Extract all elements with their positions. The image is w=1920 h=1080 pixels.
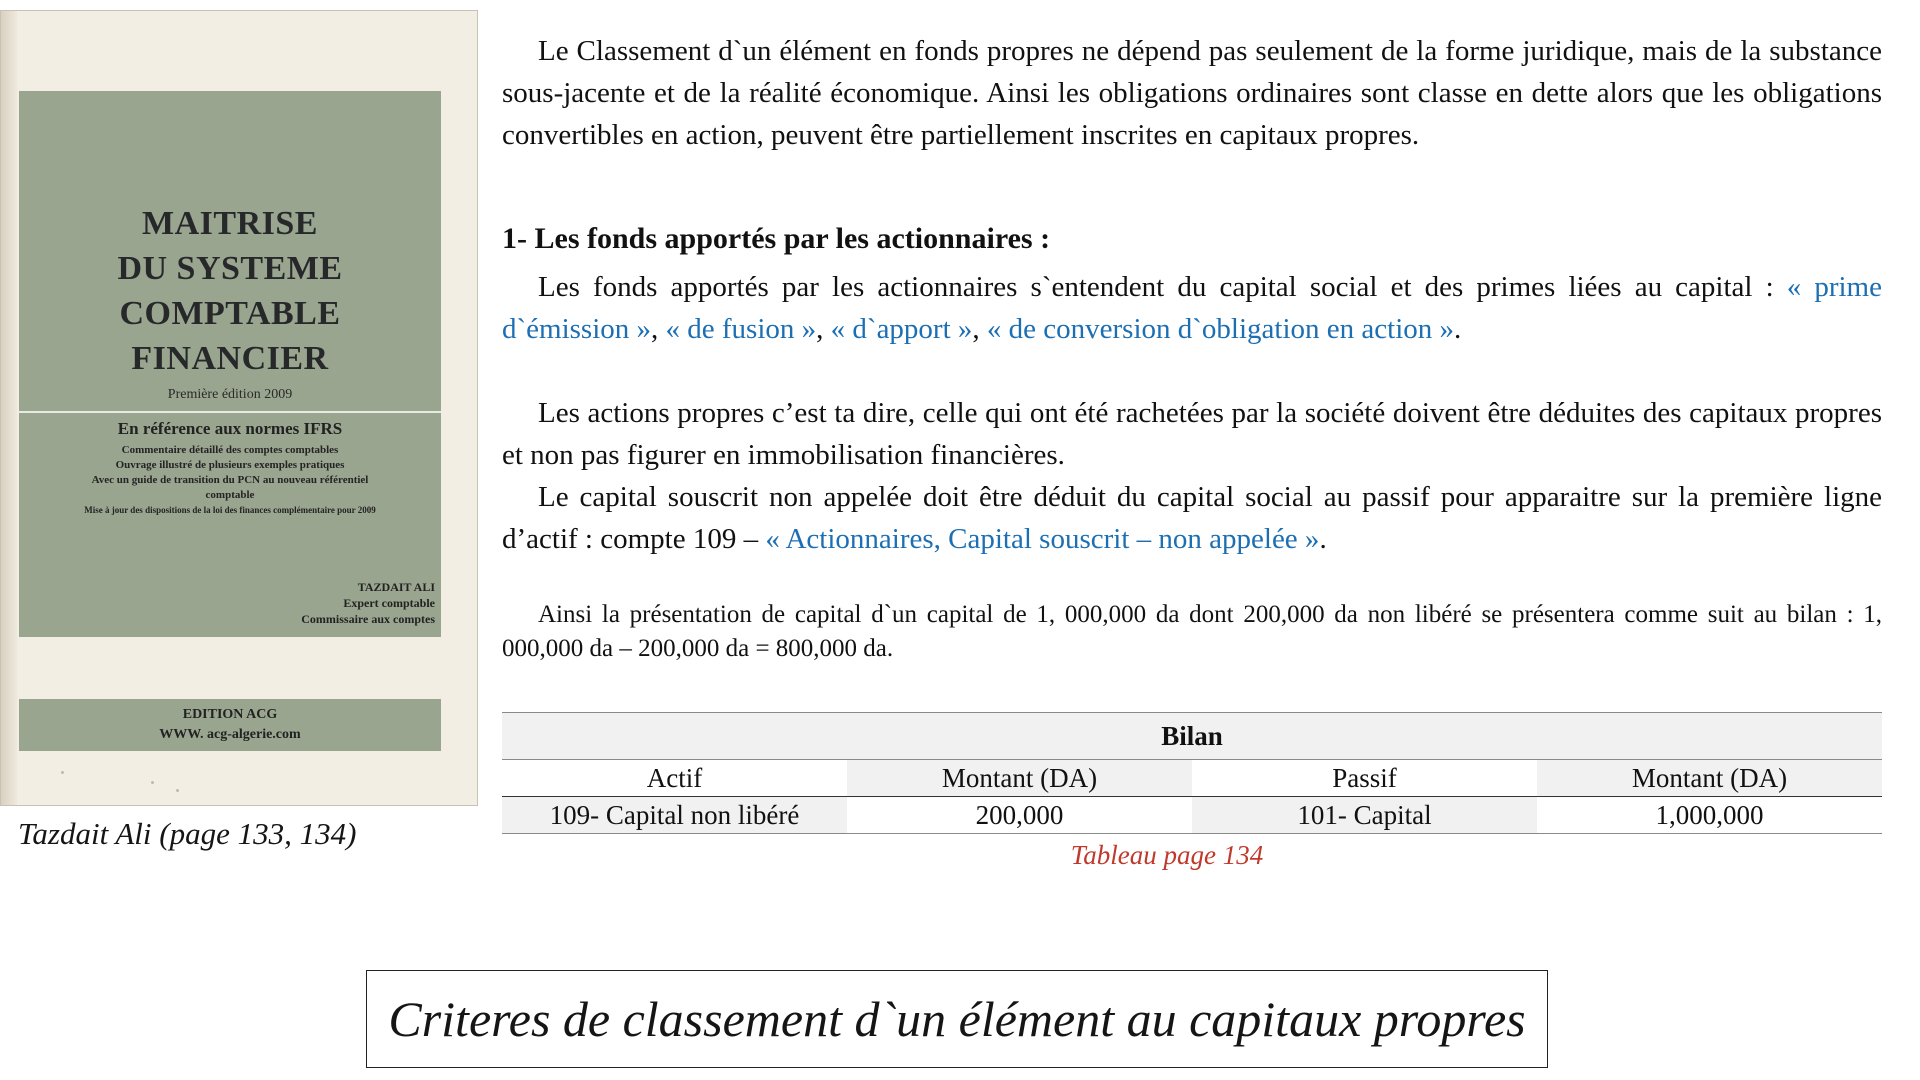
cover-speck: [61, 771, 64, 774]
term-fusion: « de fusion »: [665, 313, 817, 345]
cover-author-role: Expert comptable: [343, 596, 435, 610]
cover-edition: Première édition 2009: [167, 387, 293, 402]
cover-title-line: DU SYSTEME: [117, 250, 343, 287]
table-header-row: [502, 760, 1882, 797]
cover-title: [19, 201, 441, 381]
bilan-table: [502, 712, 1882, 834]
paragraph-text: Ainsi la présentation de capital d`un capital de 1, 000,000 da dont 200,000 da non libéré se présentera comme suit au bilan : 1, 000,000 da – 200,000 da = 800,000 da.: [502, 601, 1882, 662]
table-header-montant: Montant (DA): [847, 760, 1192, 797]
table-cell: 109- Capital non libéré: [502, 797, 847, 834]
cover-speck: [176, 789, 179, 792]
paragraph-text: Le capital souscrit non appelée doit être déduit du capital social au passif pour apparaitre sur la première ligne d’actif : compte 109 –: [502, 481, 1882, 555]
separator: ,: [972, 313, 987, 345]
cover-description: [19, 443, 441, 518]
paragraph-actions-propres: [502, 392, 1882, 476]
table-title: Bilan: [502, 713, 1882, 760]
cover-spine: [1, 11, 17, 805]
cover-ifrs-line: En référence aux normes IFRS: [117, 419, 343, 438]
section-heading: 1- Les fonds apportés par les actionnaires :: [502, 222, 1051, 255]
separator: ,: [651, 313, 666, 345]
cover-description-line: Mise à jour des dispositions de la loi des finances complémentaire pour 2009: [84, 505, 376, 515]
term-apport: « d`apport »: [830, 313, 973, 345]
cover-title-line: COMPTABLE: [119, 295, 341, 332]
slide-title-box: [366, 970, 1548, 1068]
sentence-end: .: [1454, 313, 1462, 345]
cover-publisher-url: WWW. acg-algerie.com: [159, 727, 301, 742]
table-header-montant: Montant (DA): [1537, 760, 1882, 797]
cover-publisher: [19, 699, 441, 751]
cover-description-line: comptable: [205, 489, 255, 501]
cover-speck: [151, 781, 154, 784]
table-cell: 101- Capital: [1192, 797, 1537, 834]
cover-author-role: Commissaire aux comptes: [301, 612, 435, 626]
sentence-end: .: [1319, 523, 1327, 555]
cover-description-line: Avec un guide de transition du PCN au nouveau référentiel: [91, 474, 369, 486]
book-cover-image: [0, 10, 478, 806]
paragraph-fonds-apportes: [502, 266, 1882, 350]
paragraph-exemple: [502, 598, 1882, 666]
cover-title-panel: [19, 91, 441, 637]
paragraph-text: Les fonds apportés par les actionnaires s`entendent du capital social et des primes liées au capital :: [538, 271, 1787, 303]
separator: ,: [816, 313, 831, 345]
cover-publisher-name: EDITION ACG: [182, 707, 278, 722]
paragraph-text: Les actions propres c’est ta dire, celle qui ont été rachetées par la société doivent être déduites des capitaux propres et non pas figurer en immobilisation financières.: [502, 397, 1882, 471]
paragraph-capital-souscrit: [502, 476, 1882, 560]
table-cell: 1,000,000: [1537, 797, 1882, 834]
cover-description-line: Ouvrage illustré de plusieurs exemples pratiques: [115, 459, 345, 471]
paragraph-classement: [502, 30, 1882, 156]
cover-author: [301, 579, 435, 627]
table-header-actif: Actif: [502, 760, 847, 797]
table-row: [502, 797, 1882, 834]
term-actionnaires-capital: « Actionnaires, Capital souscrit – non appelée »: [765, 523, 1320, 555]
cover-author-name: TAZDAIT ALI: [357, 580, 435, 594]
table-cell: 200,000: [847, 797, 1192, 834]
term-prime-emission: « prime d`émission »: [502, 271, 1882, 345]
paragraph-text: Le Classement d`un élément en fonds propres ne dépend pas seulement de la forme juridique, mais de la substance sous-jacente et de la réalité économique. Ainsi les obligations ordinaires sont classe en dette alors que les obligations convertibles en action, peuvent être partiellement inscrites en capitaux propres.: [502, 35, 1882, 151]
slide-title: Criteres de classement d`un élément au capitaux propres: [388, 991, 1526, 1047]
cover-caption: Tazdait Ali (page 133, 134): [18, 816, 357, 851]
cover-description-line: Commentaire détaillé des comptes comptables: [121, 444, 339, 456]
cover-title-line: FINANCIER: [131, 340, 329, 377]
cover-title-line: MAITRISE: [142, 205, 318, 242]
table-caption: Tableau page 134: [1070, 840, 1264, 870]
table-header-passif: Passif: [1192, 760, 1537, 797]
cover-divider: [19, 411, 441, 413]
term-conversion: « de conversion d`obligation en action »: [986, 313, 1455, 345]
